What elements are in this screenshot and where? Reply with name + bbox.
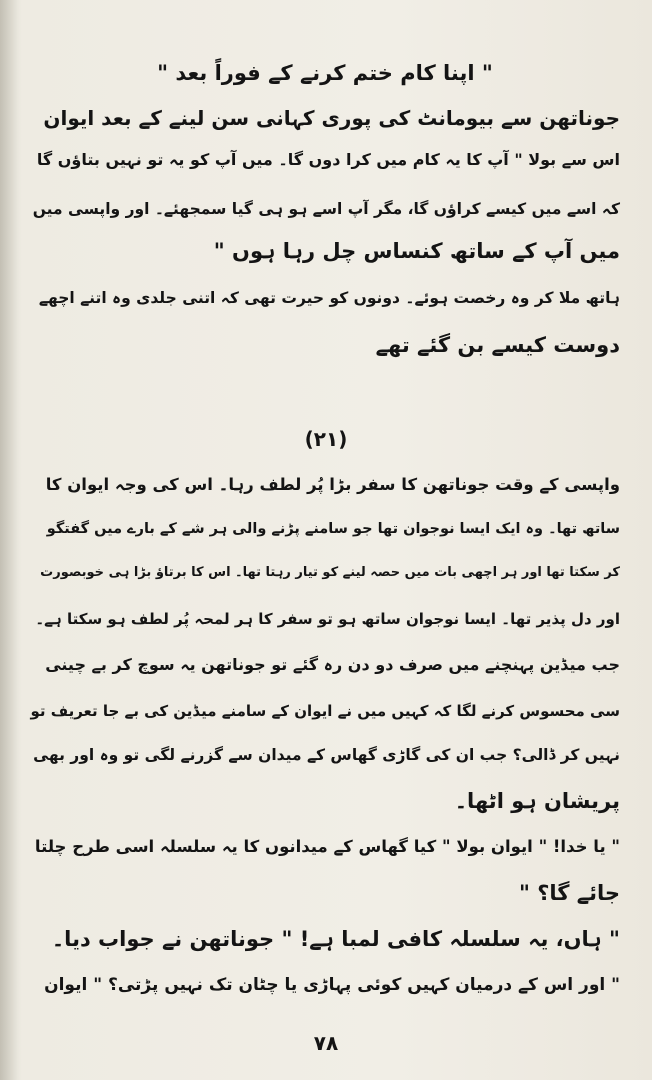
text-line: کہ اسے میں کیسے کراؤں گا، مگر آپ اسے ہو ہی گیا سمجھئے۔ اور واپسی میں (32, 200, 620, 218)
text-line: " ہاں، یہ سلسلہ کافی لمبا ہے! " جوناتھن نے جواب دیا۔ (51, 927, 620, 951)
text-line: جائے گا؟ " (518, 881, 620, 905)
text-line: جوناتھن سے بیومانٹ کی پوری کہانی سن لینے کے بعد ایوان (43, 106, 620, 130)
text-line: سی محسوس کرنے لگا کہ کہیں میں نے ایوان کے سامنے میڈین کی بے جا تعریف تو (30, 702, 620, 720)
text-line: اور دل پذیر تھا۔ ایسا نوجوان ساتھ ہو تو سفر کا ہر لمحہ پُر لطف ہو سکتا ہے۔ (35, 610, 620, 628)
text-line: کر سکتا تھا اور ہر اچھی بات میں حصہ لینے کو تیار رہتا تھا۔ اس کا برتاؤ بڑا ہی خوبصورت (40, 565, 620, 580)
text-line: " یا خدا! " ایوان بولا " کیا گھاس کے میدانوں کا یہ سلسلہ اسی طرح چلتا (34, 837, 620, 856)
text-line: واپسی کے وقت جوناتھن کا سفر بڑا پُر لطف رہا۔ اس کی وجہ ایوان کا (45, 475, 620, 494)
text-line: پریشان ہو اٹھا۔ (454, 789, 620, 813)
text-line: نہیں کر ڈالی؟ جب ان کی گاڑی گھاس کے میدان سے گزرنے لگی تو وہ اور بھی (33, 746, 620, 764)
text-line: میں آپ کے ساتھ کنساس چل رہا ہوں " (213, 239, 620, 263)
text-line: ہاتھ ملا کر وہ رخصت ہوئے۔ دونوں کو حیرت تھی کہ اتنی جلدی وہ اتنے اچھے (38, 289, 620, 307)
text-line: جب میڈین پہنچنے میں صرف دو دن رہ گئے تو جوناتھن یہ سوچ کر بے چینی (45, 655, 620, 674)
text-line: ساتھ تھا۔ وہ ایک ایسا نوجوان تھا جو سامنے پڑنے والی ہر شے کے بارے میں گفتگو (46, 521, 620, 537)
section-number: (۲۱) (304, 427, 348, 451)
text-line: " اپنا کام ختم کرنے کے فوراً بعد " (157, 61, 493, 85)
page-number: ۷۸ (313, 1031, 339, 1055)
text-line: اس سے بولا " آپ کا یہ کام میں کرا دوں گا۔ میں آپ کو یہ تو نہیں بتاؤں گا (36, 150, 620, 169)
text-line: " اور اس کے درمیان کہیں کوئی پہاڑی یا چٹان تک نہیں پڑتی؟ " ایوان (44, 975, 620, 995)
text-line: دوست کیسے بن گئے تھے (375, 333, 620, 357)
